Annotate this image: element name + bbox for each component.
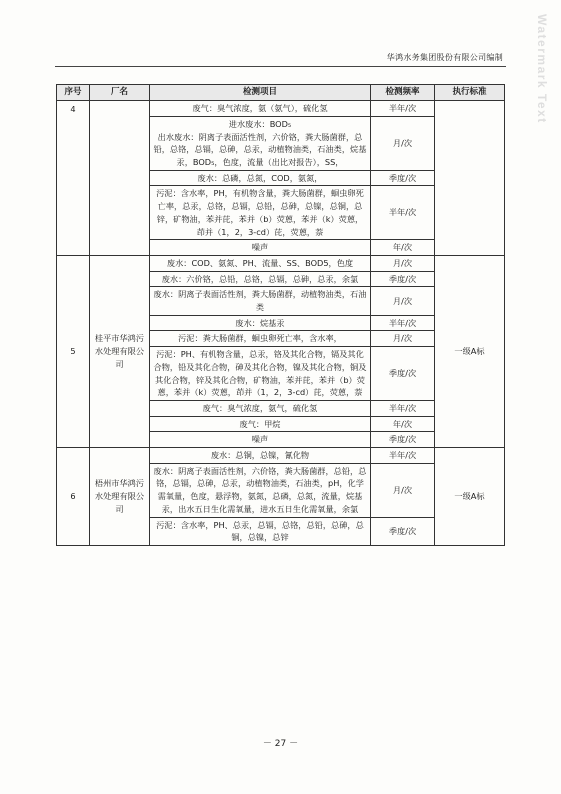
monitoring-item: 噪声 [150,240,371,256]
monitoring-item: 废气：臭气浓度，氨（氨气），硫化氢 [150,101,371,117]
monitoring-frequency: 年/次 [371,416,435,432]
monitoring-item: 废气：臭气浓度，氨气，硫化氢 [150,400,371,416]
monitoring-item: 污泥：PH、有机物含量，总汞，铬及其化合物，镉及其化合物，铅及其化合物，砷及其化合物，镍及其化合物，铜及其化合物，锌及其化合物，矿物油，苯并芘，苯并（b）荧蒽，苯并（k）荧蒽，茚并（1，2，3-cd）芘，荧蒽，萘 [150,347,371,401]
watermark: Watermark Text [535,14,549,124]
monitoring-frequency: 半年/次 [371,186,435,240]
monitoring-frequency: 季度/次 [371,517,435,545]
row-number: 5 [57,255,90,447]
monitoring-item: 废气：甲烷 [150,416,371,432]
plant-name [90,101,150,256]
header-rule [55,66,506,67]
monitoring-frequency: 月/次 [371,331,435,347]
monitoring-item: 废水：六价铬，总铅，总铬，总镉，总砷，总汞，余氯 [150,271,371,287]
monitoring-frequency: 月/次 [371,255,435,271]
monitoring-frequency: 月/次 [371,287,435,315]
monitoring-frequency: 月/次 [371,116,435,170]
monitoring-frequency: 月/次 [371,463,435,517]
table-header-row [57,85,505,101]
monitoring-item: 废水：COD、氨氮、PH、流量、SS、BOD5，色度 [150,255,371,271]
table-row [57,255,505,271]
monitoring-frequency: 半年/次 [371,448,435,464]
table-row [57,101,505,117]
execution-standard [435,101,505,256]
col-header-frequency: 检测频率 [371,85,435,101]
monitoring-item: 废水：总磷，总氮，COD，氨氮， [150,170,371,186]
monitoring-item: 废水：烷基汞 [150,315,371,331]
monitoring-frequency: 季度/次 [371,271,435,287]
monitoring-frequency: 半年/次 [371,315,435,331]
col-header-no: 序号 [57,85,90,101]
document-header: 华鸿水务集团股份有限公司编制 [386,53,503,62]
monitoring-item: 废水：总铜，总镍，氰化物 [150,448,371,464]
monitoring-item: 污泥：含水率，PH、总汞，总镉，总铬，总铅，总砷，总铜，总镍，总锌 [150,517,371,545]
monitoring-item: 污泥：含水率，PH，有机物含量，粪大肠菌群，蛔虫卵死亡率，总汞，总铬，总镉，总铅，总砷，总镍，总铜，总锌，矿物油，苯并芘，苯并（b）荧蒽，苯并（k）荧蒽，茚并（1，2，3-cd）芘，荧蒽，萘 [150,186,371,240]
monitoring-frequency: 季度/次 [371,432,435,448]
monitoring-item: 废水：阴离子表面活性剂，粪大肠菌群，动植物油类，石油类 [150,287,371,315]
monitoring-frequency: 年/次 [371,240,435,256]
monitoring-item: 污泥：粪大肠菌群，蛔虫卵死亡率，含水率， [150,331,371,347]
monitoring-item: 噪声 [150,432,371,448]
monitoring-frequency: 半年/次 [371,400,435,416]
col-header-plant: 厂名 [90,85,150,101]
monitoring-table [56,84,505,546]
monitoring-frequency: 季度/次 [371,170,435,186]
monitoring-item: 进水废水：BOD₅ 出水废水：阴离子表面活性剂，六价铬，粪大肠菌群，总铅，总铬，总镉，总砷，总汞，动植物油类，石油类，烷基汞，BOD₅，色度，流量（出比对报告），SS， [150,116,371,170]
table-body [57,101,505,546]
table-row [57,448,505,464]
plant-name: 桂平市华鸿污水处理有限公司 [90,255,150,447]
col-header-items: 检测项目 [150,85,371,101]
monitoring-frequency: 季度/次 [371,347,435,401]
execution-standard: 一级A标 [435,255,505,447]
plant-name: 梧州市华鸿污水处理有限公司 [90,448,150,546]
row-number: 6 [57,448,90,546]
monitoring-frequency: 半年/次 [371,101,435,117]
monitoring-item: 废水：阴离子表面活性剂，六价铬，粪大肠菌群，总铅，总铬，总镉，总砷，总汞，动植物油类，石油类，pH，化学需氧量，色度，悬浮物，氨氮，总磷，总氮，流量，烷基汞，出水五日生化需氧量，进水五日生化需氧量，余氯 [150,463,371,517]
execution-standard: 一级A标 [435,448,505,546]
page-number: － 27 － [262,739,299,749]
col-header-standard: 执行标准 [435,85,505,101]
row-number: 4 [57,101,90,256]
